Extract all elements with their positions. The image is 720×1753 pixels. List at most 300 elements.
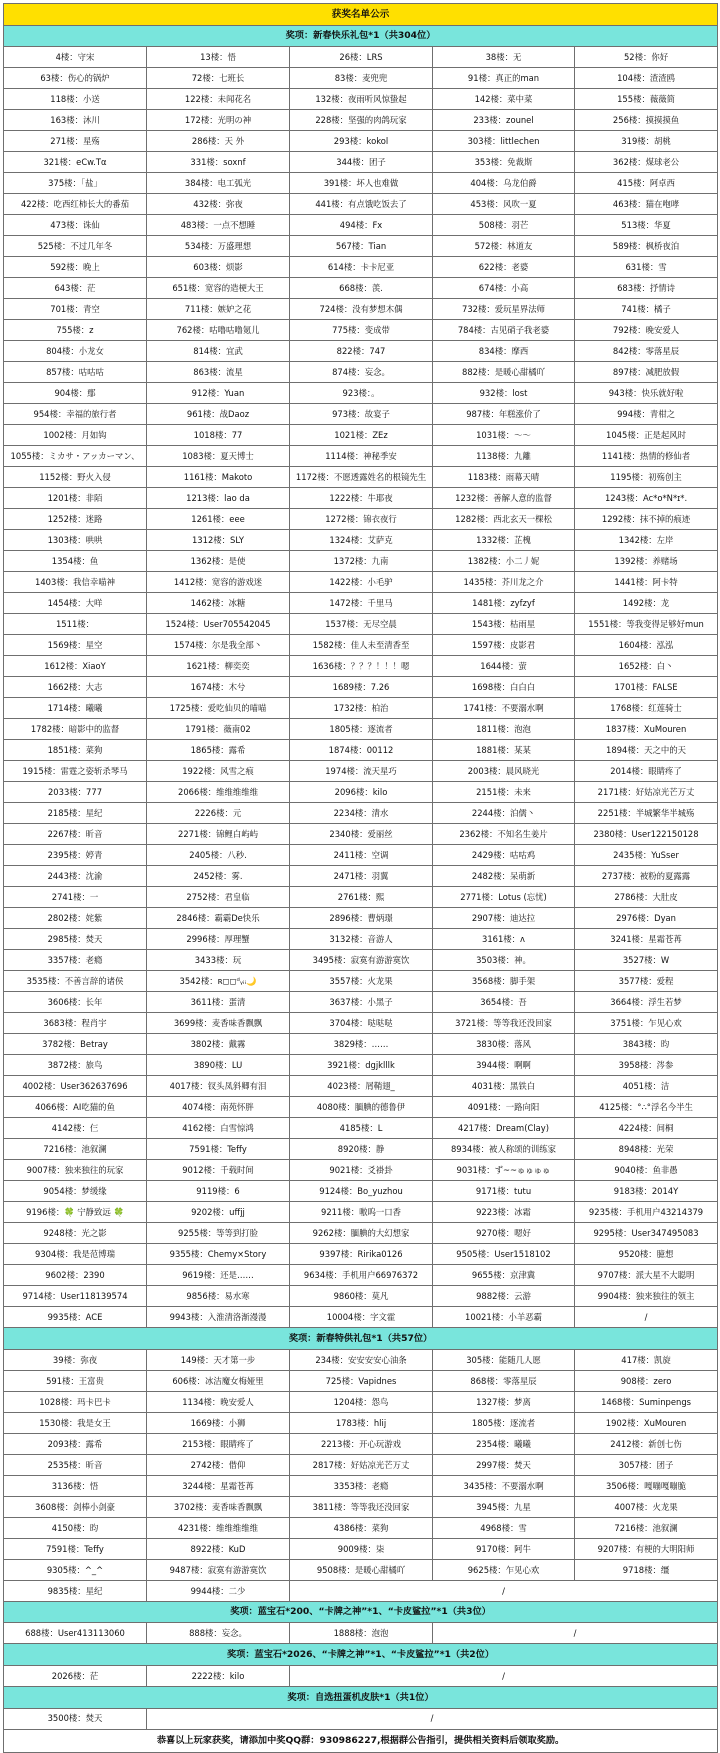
table-row [4, 1265, 718, 1286]
winner-cell: 10021楼：小羊恶霸 [433, 1307, 575, 1328]
winner-cell: 7591楼：Teffy [147, 1139, 290, 1160]
winner-cell: 857楼：咕咕咕 [4, 362, 147, 383]
winner-cell: 3944楼：啊啊 [433, 1055, 575, 1076]
winner-cell: 589楼：枫桥夜泊 [575, 236, 718, 257]
table-row [4, 761, 718, 782]
winner-cell: 9625楼：乍见心欢 [433, 1559, 575, 1580]
winner-cell: 432楼：弥夜 [147, 194, 290, 215]
winner-cell: 3664楼：浮生若梦 [575, 992, 718, 1013]
winner-cell: 3435楼：不要溺水啊 [433, 1475, 575, 1496]
winner-cell: 9119楼：6 [147, 1181, 290, 1202]
winner-list [3, 3, 717, 1753]
winner-cell: 4224楼：间桐 [575, 1118, 718, 1139]
winner-cell: 961楼：战Daoz [147, 404, 290, 425]
winner-cell: 4231楼：维维维维维 [147, 1517, 290, 1538]
winner-cell: 1362楼：是使 [147, 551, 290, 572]
winner-cell: 362楼：煤球老公 [575, 152, 718, 173]
winner-cell: 1392楼：养赌场 [575, 551, 718, 572]
winner-cell: 9935楼：ACE [4, 1307, 147, 1328]
table-row [4, 320, 718, 341]
table-row [4, 1223, 718, 1244]
winner-cell: 2752楼：君皇临 [147, 887, 290, 908]
winner-cell: 1031楼：～～ [433, 425, 575, 446]
winner-cell: 1028楼：玛卡巴卡 [4, 1391, 147, 1412]
table-row [4, 278, 718, 299]
winner-cell: 1141楼：热情的修仙者 [575, 446, 718, 467]
winner-cell: 417楼：凯旋 [575, 1349, 718, 1370]
winner-cell: 3503楼：神。 [433, 950, 575, 971]
winner-cell: 2244楼：泊儒丶 [433, 803, 575, 824]
table-row [4, 698, 718, 719]
winner-cell: 1252楼：迷路 [4, 509, 147, 530]
winner-cell: 9904楼：独来独往的领主 [575, 1286, 718, 1307]
table-row [4, 1349, 718, 1370]
winner-cell: 1689楼：7.26 [290, 677, 433, 698]
table-row [4, 1244, 718, 1265]
winner-cell: 508楼：羽芒 [433, 215, 575, 236]
winner-cell: 9295楼：User347495083 [575, 1223, 718, 1244]
winner-cell: 1018楼：77 [147, 425, 290, 446]
winner-cell: 1282楼：西北玄天一棵松 [433, 509, 575, 530]
winner-cell: 83楼：麦兜兜 [290, 68, 433, 89]
table-row [4, 1708, 718, 1729]
winner-cell: 3500楼：焚天 [4, 1708, 147, 1729]
winner-cell: 3535楼：不善言辞的诸侯 [4, 971, 147, 992]
table-row [4, 572, 718, 593]
winner-cell: 762楼：咕噜咕噜氪儿 [147, 320, 290, 341]
empty-cell: / [575, 1307, 718, 1328]
empty-cell: / [433, 1623, 718, 1644]
winner-cell: 9397楼：Ririka0126 [290, 1244, 433, 1265]
winner-cell: 1874楼：00112 [290, 740, 433, 761]
table-row [4, 1055, 718, 1076]
winner-cell: 3945楼：九星 [433, 1496, 575, 1517]
winner-cell: 9882楼：云游 [433, 1286, 575, 1307]
winner-cell: 2997楼：焚天 [433, 1454, 575, 1475]
winner-cell: 3353楼：老瘾 [290, 1475, 433, 1496]
winner-cell: 1725楼：爱吃仙贝的喵喵 [147, 698, 290, 719]
winner-cell: 701楼：青空 [4, 299, 147, 320]
winner-cell: 1621楼：柳奕奕 [147, 656, 290, 677]
winner-cell: 3829楼：…… [290, 1034, 433, 1055]
award-header: 奖项：自选扭蛋机皮肤*1（共1位） [4, 1686, 718, 1708]
table-row [4, 677, 718, 698]
winner-cell: 3542楼：ʀ◻◻ᵈᵧᵢᵢ🌙 [147, 971, 290, 992]
winner-cell: 3608楼：剑棒小剑豪 [4, 1496, 147, 1517]
winner-cell: 3958楼：涔参 [575, 1055, 718, 1076]
table-row [4, 593, 718, 614]
winner-cell: 4080楼：腼腆的德鲁伊 [290, 1097, 433, 1118]
table-row [4, 992, 718, 1013]
winner-cell: 3161楼：ʌ [433, 929, 575, 950]
winner-cell: 2271楼：锦鲤白屿屿 [147, 824, 290, 845]
winner-cell: 3506楼：嘎嘣嘎嘣脆 [575, 1475, 718, 1496]
winner-cell: 1569楼：星空 [4, 635, 147, 656]
winner-cell: 2896楼：曹炳璟 [290, 908, 433, 929]
empty-cell: / [290, 1665, 718, 1686]
winner-cell: 9270楼：嗯好 [433, 1223, 575, 1244]
winner-cell: 4023楼：屑鞘翅_ [290, 1076, 433, 1097]
winner-cell: 912楼：Yuan [147, 383, 290, 404]
table-row [4, 1623, 718, 1644]
winner-cell: 4031楼：黑铁白 [433, 1076, 575, 1097]
winner-cell: 3843楼：昀 [575, 1034, 718, 1055]
winner-cell: 9124楼：Bo_yuzhou [290, 1181, 433, 1202]
table-row [4, 131, 718, 152]
winner-cell: 9183楼：2014Y [575, 1181, 718, 1202]
winner-cell: 3811楼：等等我还没回家 [290, 1496, 433, 1517]
winner-cell: 1582楼：佳人未至清香至 [290, 635, 433, 656]
table-row [4, 1013, 718, 1034]
winner-cell: 2985楼：焚天 [4, 929, 147, 950]
winner-cell: 149楼：天才第一步 [147, 1349, 290, 1370]
winner-cell: 1481楼：zyfzyf [433, 593, 575, 614]
winner-cell: 1161楼：Makoto [147, 467, 290, 488]
winner-cell: 1894楼：天之中的天 [575, 740, 718, 761]
winner-cell: 331楼：soxnf [147, 152, 290, 173]
winner-cell: 4051楼：洁 [575, 1076, 718, 1097]
winner-cell: 9211楼：嗷呜一口香 [290, 1202, 433, 1223]
winner-cell: 384楼：电工弧光 [147, 173, 290, 194]
winner-cell: 9255楼：等等到打脸 [147, 1223, 290, 1244]
winner-cell: 441楼：有点饿吃饭去了 [290, 194, 433, 215]
winner-cell: 1783楼：hlij [290, 1412, 433, 1433]
winner-cell: 591楼：王富贵 [4, 1370, 147, 1391]
winner-cell: 1183楼：雨幕天晴 [433, 467, 575, 488]
winner-cell: 2151楼：未来 [433, 782, 575, 803]
winner-cell: 1701楼：FALSE [575, 677, 718, 698]
winner-cell: 9655楼：京津冀 [433, 1265, 575, 1286]
winner-cell: 9943楼：入淮清洛渐漫漫 [147, 1307, 290, 1328]
winner-cell: 2395楼：婷青 [4, 845, 147, 866]
winner-cell: 9021楼：爻褂卦 [290, 1160, 433, 1181]
winner-cell: 4007楼：火龙果 [575, 1496, 718, 1517]
winner-cell: 4968楼：雪 [433, 1517, 575, 1538]
winner-cell: 3136楼：悟 [4, 1475, 147, 1496]
winner-cell: 3433楼：玩 [147, 950, 290, 971]
winner-cell: 4002楼：User362637696 [4, 1076, 147, 1097]
winner-cell: 2226楼：元 [147, 803, 290, 824]
winner-cell: 804楼：小龙女 [4, 341, 147, 362]
table-row [4, 866, 718, 887]
winner-cell: 1243楼：Ac*o*N*ɪ*. [575, 488, 718, 509]
winner-cell: 1172楼：不愿透露姓名的根镜先生 [290, 467, 433, 488]
winner-cell: 3357楼：老瘾 [4, 950, 147, 971]
winner-cell: 775楼：变成带 [290, 320, 433, 341]
winner-cell: 954楼：幸福的旅行者 [4, 404, 147, 425]
winner-cell: 3872楼：旅鸟 [4, 1055, 147, 1076]
winner-cell: 904楼：鄢 [4, 383, 147, 404]
winner-cell: 908楼：zero [575, 1370, 718, 1391]
winner-cell: 2251楼：半城繁华半城殇 [575, 803, 718, 824]
winner-cell: 732楼：爱玩星界法师 [433, 299, 575, 320]
winner-cell: 52楼：你好 [575, 47, 718, 68]
winner-cell: 534楼：万盛理想 [147, 236, 290, 257]
winner-cell: 1055楼：ミカサ・アッカーマン、 [4, 446, 147, 467]
winner-cell: 1714楼：曦曦 [4, 698, 147, 719]
winner-cell: 1530楼：我是女王 [4, 1412, 147, 1433]
winner-cell: 1551楼：等我变得足够好mun [575, 614, 718, 635]
winner-cell: 422楼：吃西红柿长大的番茄 [4, 194, 147, 215]
winner-cell: 1134楼：晚安爱人 [147, 1391, 290, 1412]
winner-cell: 9009楼：柒 [290, 1538, 433, 1559]
table-row [4, 446, 718, 467]
winner-cell: 842楼：零落星辰 [575, 341, 718, 362]
winner-cell: 293楼：kokol [290, 131, 433, 152]
winner-cell: 4066楼：AI吃猫的鱼 [4, 1097, 147, 1118]
table-row [4, 1391, 718, 1412]
winner-cell: 1422楼：小毛驴 [290, 572, 433, 593]
winner-cell: 2996楼：厚理蟹 [147, 929, 290, 950]
winner-cell: 1232楼：善解人意的监督 [433, 488, 575, 509]
winner-cell: 987楼：年糕涨价了 [433, 404, 575, 425]
winner-cell: 2976楼：Dyan [575, 908, 718, 929]
winner-cell: 233楼：zounel [433, 110, 575, 131]
winner-cell: 1261楼：eee [147, 509, 290, 530]
winner-cell: 2093楼：露希 [4, 1433, 147, 1454]
winner-cell: 9235楼：手机用户43214379 [575, 1202, 718, 1223]
winner-cell: 2380楼：User122150128 [575, 824, 718, 845]
winner-cell: 1462楼：冰糖 [147, 593, 290, 614]
winner-cell: 567楼：Tian [290, 236, 433, 257]
winner-cell: 9171楼：tutu [433, 1181, 575, 1202]
table-row [4, 1475, 718, 1496]
table-row [4, 635, 718, 656]
winner-cell: 683楼：抒情诗 [575, 278, 718, 299]
winner-cell: 863楼：流星 [147, 362, 290, 383]
winner-cell: 674楼：小高 [433, 278, 575, 299]
winner-cell: 2096楼：kilo [290, 782, 433, 803]
winner-cell: 26楼：LRS [290, 47, 433, 68]
table-row [4, 740, 718, 761]
table-row [4, 1370, 718, 1391]
table-row [4, 236, 718, 257]
winner-cell: 494楼：Fx [290, 215, 433, 236]
winner-cell: 9248楼：光之影 [4, 1223, 147, 1244]
winner-cell: 2846楼：霸霸De快乐 [147, 908, 290, 929]
winner-cell: 13楼：悟 [147, 47, 290, 68]
winner-cell: 132楼：夜雨听风惊蛰起 [290, 89, 433, 110]
winner-cell: 2817楼：好姑凉光芒万丈 [290, 1454, 433, 1475]
award-header: 奖项：新春特供礼包*1（共57位） [4, 1328, 718, 1350]
winner-cell: 1669楼：小狮 [147, 1412, 290, 1433]
winner-cell: 2066楼：维维维维维 [147, 782, 290, 803]
table-row [4, 971, 718, 992]
table-row [4, 299, 718, 320]
table-row [4, 173, 718, 194]
winner-cell: 834楼：摩西 [433, 341, 575, 362]
winner-cell: 1902楼：XuMouren [575, 1412, 718, 1433]
winner-cell: 1537楼：无尽空晨 [290, 614, 433, 635]
winner-cell: 1382楼：小二丿妮 [433, 551, 575, 572]
winner-cell: 943楼：快乐就好啦 [575, 383, 718, 404]
winner-cell: 1811楼：泡泡 [433, 719, 575, 740]
winner-cell: 3921楼：dgjklllk [290, 1055, 433, 1076]
winner-cell: 1782楼：暗影中的监督 [4, 719, 147, 740]
winner-cell: 8922楼：KuD [147, 1538, 290, 1559]
winner-cell: 882楼：是暖心甜橘吖 [433, 362, 575, 383]
winner-cell: 2429楼：咕咕鸡 [433, 845, 575, 866]
table-row [4, 1517, 718, 1538]
winner-cell: 2771楼：Lotus (忘忧) [433, 887, 575, 908]
winner-cell: 391楼：坏人也难做 [290, 173, 433, 194]
winner-cell: 1213楼：lao da [147, 488, 290, 509]
winner-cell: 463楼：猫在咆哮 [575, 194, 718, 215]
winner-cell: 63楼：伤心的锅炉 [4, 68, 147, 89]
winner-cell: 9835楼：星纪 [4, 1580, 147, 1601]
winner-cell: 2185楼：星纪 [4, 803, 147, 824]
winner-cell: 688楼：User413113060 [4, 1623, 147, 1644]
winner-cell: 9602楼：2390 [4, 1265, 147, 1286]
winner-cell: 344楼：团子 [290, 152, 433, 173]
winner-cell: 1511楼： [4, 614, 147, 635]
winner-cell: 1372楼：九南 [290, 551, 433, 572]
winner-cell: 1403楼：我信幸喵神 [4, 572, 147, 593]
winner-cell: 91楼：真正的man [433, 68, 575, 89]
winner-cell: 4074楼：南苑怀胖 [147, 1097, 290, 1118]
winner-cell: 9619楼：还是…… [147, 1265, 290, 1286]
winner-cell: 305楼：能随几人愿 [433, 1349, 575, 1370]
winner-cell: 651楼：宽容的造梗大王 [147, 278, 290, 299]
winner-cell: 8948楼：光荣 [575, 1139, 718, 1160]
table-row [4, 194, 718, 215]
winner-cell: 4386楼：菜狗 [290, 1517, 433, 1538]
winner-cell: 973楼：故宴子 [290, 404, 433, 425]
winner-cell: 104楼：渣渣鸥 [575, 68, 718, 89]
winner-cell: 513楼：华夏 [575, 215, 718, 236]
table-row [4, 845, 718, 866]
table-row [4, 1076, 718, 1097]
winner-cell: 897楼：减肥放假 [575, 362, 718, 383]
winner-cell: 2267楼：昕音 [4, 824, 147, 845]
table-row [4, 719, 718, 740]
winner-cell: 3577楼：爱程 [575, 971, 718, 992]
winner-cell: 118楼：小送 [4, 89, 147, 110]
table-row [4, 1139, 718, 1160]
winner-cell: 3057楼：团子 [575, 1454, 718, 1475]
winner-cell: 1741楼：不要溺水啊 [433, 698, 575, 719]
table-row [4, 383, 718, 404]
winner-cell: 3132楼：音游人 [290, 929, 433, 950]
winner-cell: 643楼：茫 [4, 278, 147, 299]
winner-cell: 1201楼：非陌 [4, 488, 147, 509]
winner-cell: 142楼：菜中菜 [433, 89, 575, 110]
winner-cell: 1472楼：千里马 [290, 593, 433, 614]
winner-cell: 9714楼：User118139574 [4, 1286, 147, 1307]
winner-cell: 888楼：妄念。 [147, 1623, 290, 1644]
winner-cell: 2234楼：清水 [290, 803, 433, 824]
winner-cell: 932楼：lost [433, 383, 575, 404]
winner-cell: 1292楼：抹不掉的痕迹 [575, 509, 718, 530]
winner-cell: 1412楼：宽容的游戏迷 [147, 572, 290, 593]
winner-cell: 1524楼：User705542045 [147, 614, 290, 635]
winner-cell: 9170楼：阿牛 [433, 1538, 575, 1559]
footer-note: 恭喜以上玩家获奖，请添加中奖QQ群：930986227,根据群公告指引，提供相关资料后领取奖励。 [4, 1729, 718, 1752]
winner-cell: 3654楼：吾 [433, 992, 575, 1013]
winner-cell: 1083楼：夏天博士 [147, 446, 290, 467]
winner-cell: 755楼：z [4, 320, 147, 341]
winner-cell: 1597楼：皮影君 [433, 635, 575, 656]
table-row [4, 1433, 718, 1454]
table-row [4, 47, 718, 68]
table-row [4, 425, 718, 446]
winner-cell: 453楼：风吹一夏 [433, 194, 575, 215]
winner-cell: 4185楼：L [290, 1118, 433, 1139]
table-row [4, 950, 718, 971]
winner-cell: 1974楼：流天星巧 [290, 761, 433, 782]
winner-cell: 8934楼：被人称颂的训练家 [433, 1139, 575, 1160]
winner-cell: 3241楼：星霜苍苒 [575, 929, 718, 950]
winner-cell: 1441楼：阿卡特 [575, 572, 718, 593]
winner-cell: 353楼：免裁斯 [433, 152, 575, 173]
winner-cell: 606楼：冰洁魔女梅娅里 [147, 1370, 290, 1391]
winner-cell: 3637楼：小黑子 [290, 992, 433, 1013]
table-row [4, 887, 718, 908]
winner-cell: 2761楼：熙 [290, 887, 433, 908]
winner-cell: 1915楼：雷霆之姿斩杀琴马 [4, 761, 147, 782]
winner-cell: 3557楼：火龙果 [290, 971, 433, 992]
winner-cell: 3721楼：等等我还没回家 [433, 1013, 575, 1034]
winner-cell: 9860楼：莫凡 [290, 1286, 433, 1307]
table-row [4, 1160, 718, 1181]
winner-cell: 72楼：七班长 [147, 68, 290, 89]
winner-cell: 1922楼：风雪之痕 [147, 761, 290, 782]
winner-cell: 1888楼：泡泡 [290, 1623, 433, 1644]
winner-cell: 631楼：雪 [575, 257, 718, 278]
winner-cell: 792楼：晚安爱人 [575, 320, 718, 341]
winner-cell: 1468楼：Suminpengs [575, 1391, 718, 1412]
winner-cell: 9520楼：臆想 [575, 1244, 718, 1265]
winner-cell: 1152楼：野火入侵 [4, 467, 147, 488]
winner-cell: 1138楼：九離 [433, 446, 575, 467]
table-row [4, 1496, 718, 1517]
table-row [4, 614, 718, 635]
winner-cell: 2741楼：一 [4, 887, 147, 908]
winner-cell: 1332楼：芷槐 [433, 530, 575, 551]
table-row [4, 68, 718, 89]
winner-cell: 822楼：747 [290, 341, 433, 362]
table-row [4, 1307, 718, 1328]
table-row [4, 467, 718, 488]
winner-cell: 1114楼：神秘季安 [290, 446, 433, 467]
table-row [4, 929, 718, 950]
table-row [4, 1580, 718, 1601]
winner-cell: 9040楼：鱼非愚 [575, 1160, 718, 1181]
winner-cell: 9718楼：缰 [575, 1559, 718, 1580]
winner-cell: 4142楼：仨 [4, 1118, 147, 1139]
winner-cell: 404楼：乌龙伯爵 [433, 173, 575, 194]
winner-cell: 525楼：不过几年冬 [4, 236, 147, 257]
winner-cell: 622楼：老婆 [433, 257, 575, 278]
winner-cell: 1837楼：XuMouren [575, 719, 718, 740]
winner-cell: 122楼：未闻花名 [147, 89, 290, 110]
winner-cell: 271楼：星殇 [4, 131, 147, 152]
winner-cell: 2412楼：新创七伤 [575, 1433, 718, 1454]
award-header: 奖项：新春快乐礼包*1（共304位） [4, 25, 718, 47]
winner-cell: 1652楼：白丶 [575, 656, 718, 677]
winner-cell: 2213楼：开心玩游戏 [290, 1433, 433, 1454]
winner-cell: 1636楼：？？？！！！嗯 [290, 656, 433, 677]
winner-cell: 473楼：诛仙 [4, 215, 147, 236]
winner-cell: 2535楼：昕音 [4, 1454, 147, 1475]
winner-cell: 9207楼：有梗的大明阳师 [575, 1538, 718, 1559]
winner-cell: 9355楼：Chemy×Story [147, 1244, 290, 1265]
winner-cell: 2786楼：大肚皮 [575, 887, 718, 908]
table-row [4, 1097, 718, 1118]
table-row [4, 908, 718, 929]
winner-cell: 2153楼：眼睛疼了 [147, 1433, 290, 1454]
winner-cell: 4150楼：昀 [4, 1517, 147, 1538]
